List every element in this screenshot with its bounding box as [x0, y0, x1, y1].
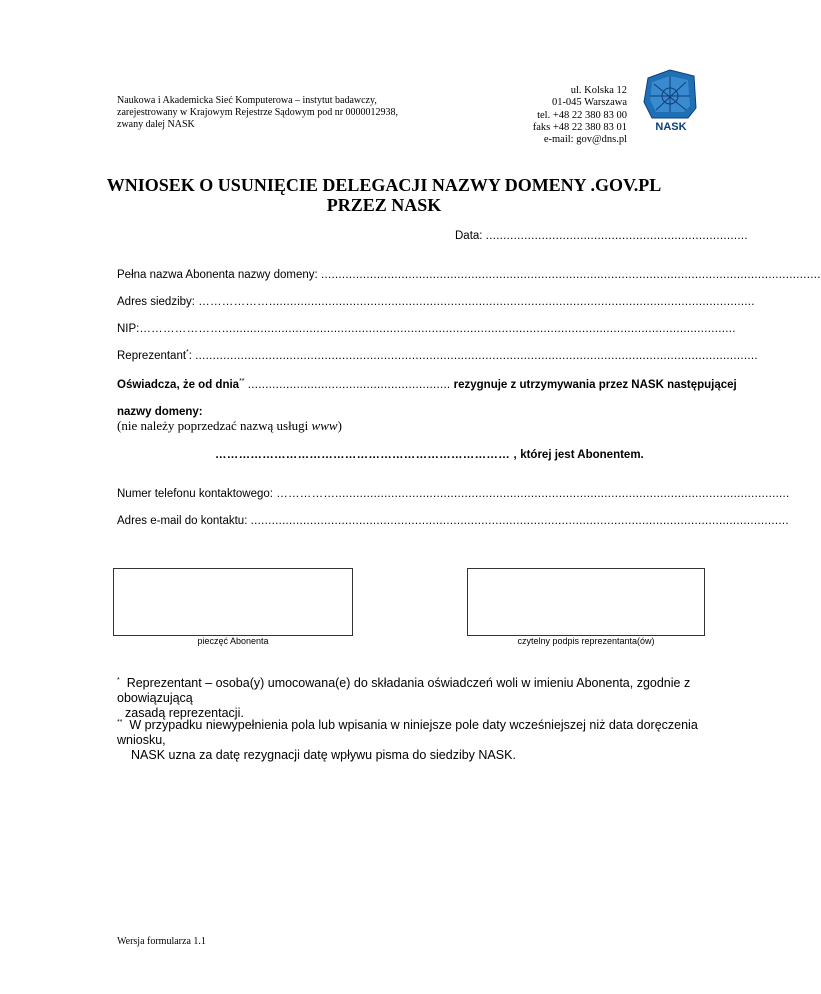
domain-hint-post: ): [337, 418, 342, 433]
declare-label: Oświadcza, że od dnia: [117, 379, 240, 391]
footnote-1: [117, 676, 717, 721]
date-field[interactable]: [455, 229, 748, 243]
nip-field[interactable]: [117, 322, 736, 336]
footnote-2-line-1: W przypadku niewypełnienia pola lub wpisania w niniejsze pole daty wcześniejszej niż data doręczenia wniosku,: [117, 718, 698, 747]
org-line-1: Naukowa i Akademicka Sieć Komputerowa – instytut badawczy,: [117, 95, 377, 106]
declare-mark: **: [239, 378, 245, 386]
contact-address: [455, 85, 627, 146]
organization-info: [117, 95, 417, 131]
address-dots: ………………...........................................................................................................................................: [198, 296, 755, 308]
domain-field[interactable]: [215, 448, 644, 462]
date-label: Data:: [455, 230, 483, 242]
org-line-2: zarejestrowany w Krajowym Rejestrze Sądowym pod nr 0000012938,: [117, 107, 399, 118]
title-line-1: WNIOSEK O USUNIĘCIE DELEGACJI NAZWY DOMENY .GOV.PL: [106, 175, 662, 195]
title-line-2: PRZEZ NASK: [326, 195, 442, 215]
footnote-1-line-1: Reprezentant – osoba(y) umocowana(e) do składania oświadczeń woli w imieniu Abonenta, zgodnie z obowiązującą: [117, 676, 691, 705]
nask-logo: [640, 68, 702, 134]
nask-logo-icon: [640, 68, 702, 134]
subscriber-dots: ...............................................................................................................................................: [320, 269, 821, 281]
address-city: 01-045 Warszawa: [551, 97, 627, 109]
domain-label: nazwy domeny:: [117, 406, 203, 418]
date-dots: ...........................................................................: [485, 230, 748, 242]
representative-colon: :: [188, 350, 192, 362]
declare-rest: rezygnuje z utrzymywania przez NASK następującej: [453, 379, 737, 391]
footnote-2-line-2: NASK uzna za datę rezygnacji datę wpływu pisma do siedziby NASK.: [131, 748, 516, 762]
form-title: [100, 175, 668, 215]
nip-label: NIP:: [117, 323, 140, 335]
footnote-1-line-2: zasadą reprezentacji.: [125, 706, 244, 720]
phone-dots: ……………..................................................................................................................................: [276, 488, 790, 500]
subscriber-label: Pełna nazwa Abonenta nazwy domeny:: [117, 269, 318, 281]
domain-rest: której jest Abonentem.: [520, 449, 644, 461]
phone-field[interactable]: [117, 487, 790, 501]
signature-caption: czytelny podpis reprezentanta(ów): [517, 636, 655, 646]
declaration-field[interactable]: [117, 378, 737, 392]
phone-label: Numer telefonu kontaktowego:: [117, 488, 273, 500]
footnote-1-mark: *: [117, 676, 120, 684]
address-label: Adres siedziby:: [117, 296, 195, 308]
representative-dots: .................................................................................................................................................................: [195, 350, 758, 362]
email-dots: ..........................................................................................................................................................: [250, 515, 789, 527]
logo-text: NASK: [655, 121, 687, 133]
domain-hint-www: www: [311, 418, 338, 433]
representative-mark: *: [186, 349, 189, 357]
nip-dots: …………………...................................................................................................................................................: [139, 323, 736, 335]
email-field[interactable]: [117, 514, 789, 528]
address-field[interactable]: [117, 295, 755, 309]
subscriber-name-field[interactable]: [117, 268, 821, 282]
address-email: e-mail: gov@dns.pl: [543, 134, 627, 146]
address-phone: tel. +48 22 380 83 00: [537, 109, 627, 121]
footnote-2: [117, 718, 717, 763]
org-line-3: zwany dalej NASK: [117, 119, 195, 130]
signature-box[interactable]: [467, 568, 705, 636]
stamp-caption: pieczęć Abonenta: [197, 636, 269, 646]
address-fax: faks +48 22 380 83 01: [532, 121, 627, 133]
footnote-2-mark: **: [117, 718, 123, 726]
representative-field[interactable]: [117, 349, 758, 363]
form-version: Wersja formularza 1.1: [117, 936, 206, 947]
stamp-box[interactable]: [113, 568, 353, 636]
address-street: ul. Kolska 12: [570, 85, 627, 96]
declare-dots: ..........................................................: [247, 379, 451, 391]
domain-hint-pre: (nie należy poprzedzać nazwą usługi: [117, 418, 312, 433]
domain-dots: ………………………………………………………………… ,: [215, 449, 517, 461]
representative-label: Reprezentant: [117, 350, 187, 362]
email-label: Adres e-mail do kontaktu:: [117, 515, 248, 527]
domain-hint: [117, 418, 342, 434]
